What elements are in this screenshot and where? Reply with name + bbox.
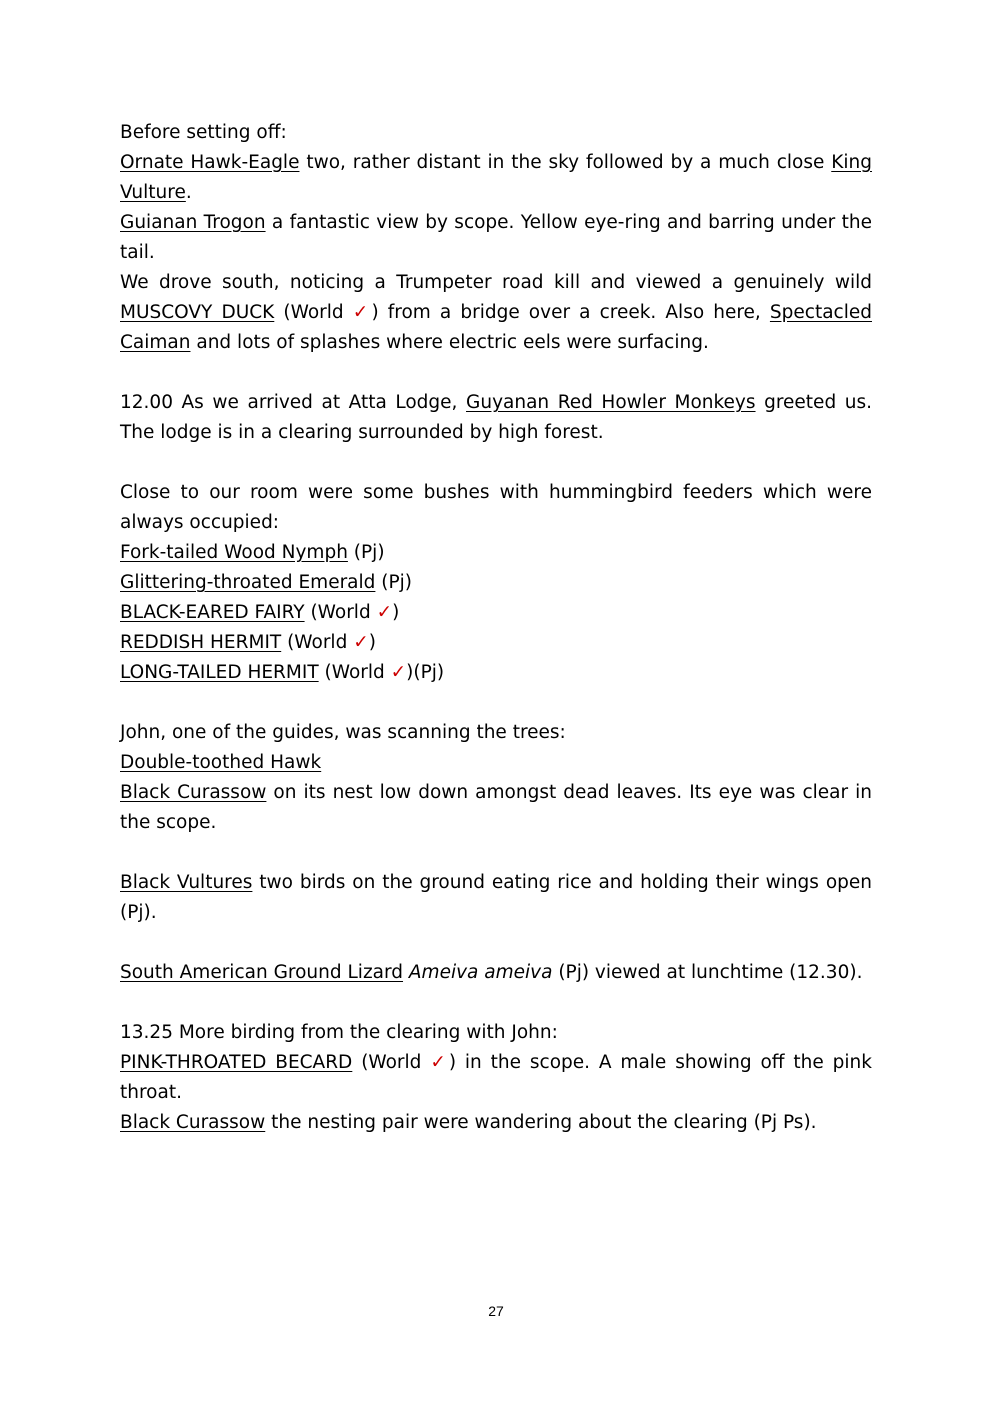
paragraph-before-setting-off (120, 118, 872, 358)
sighting-long-tailed-hermit (120, 658, 872, 688)
sighting-note: We drove south, noticing a Trumpeter road kill and viewed a genuinely wild (120, 272, 872, 293)
paragraph-intro: Close to our room were some bushes with hummingbird feeders which were always occupied: (120, 482, 872, 533)
species-name: Black Curassow (120, 782, 267, 803)
page-number: 27 (488, 1303, 504, 1319)
world-tag-close: ) (448, 1052, 457, 1073)
sighting-guianan-trogon (120, 208, 872, 268)
world-tag: (World (281, 632, 354, 653)
paragraph-john-scanning (120, 718, 872, 838)
species-name: LONG-TAILED HERMIT (120, 662, 319, 683)
species-name: King Vulture (120, 152, 872, 203)
sighting-note: 12.00 As we arrived at Atta Lodge, (120, 392, 467, 413)
punctuation: . (185, 182, 192, 203)
world-tag: (World (318, 662, 391, 683)
sighting-glittering-throated-emerald (120, 568, 872, 598)
sighting-note: from a bridge over a creek. Also here, (378, 302, 770, 323)
paragraph-afternoon-birding (120, 1018, 872, 1138)
paragraph-black-vultures (120, 868, 872, 928)
species-name: REDDISH HERMIT (120, 632, 282, 653)
species-name: PINK-THROATED BECARD (120, 1052, 353, 1073)
sighting-pink-throated-becard (120, 1048, 872, 1108)
sighting-note: in the scope. A male showing off the pink throat. (120, 1052, 872, 1103)
sighting-note: the nesting pair were wandering about the clearing (Pj Ps). (265, 1112, 817, 1133)
sighting-note: two, rather distant in the sky followed by a much close (299, 152, 832, 173)
sighting-reddish-hermit (120, 628, 872, 658)
observer-tag: (Pj) (347, 542, 385, 563)
sighting-fork-tailed-wood-nymph (120, 538, 872, 568)
world-tag: (World (304, 602, 377, 623)
sighting-ground-lizard (120, 958, 872, 988)
species-name: South American Ground Lizard (120, 962, 404, 983)
document-body (120, 118, 872, 1168)
paragraph-intro: 13.25 More birding from the clearing with John: (120, 1022, 558, 1043)
species-name: Guianan Trogon (120, 212, 266, 233)
species-name: Spectacled Caiman (120, 302, 872, 353)
sighting-note: (Pj) viewed at lunchtime (12.30). (552, 962, 863, 983)
species-name: Ornate Hawk-Eagle (120, 152, 300, 173)
sighting-muscovy-duck (120, 268, 872, 358)
species-name: MUSCOVY DUCK (120, 302, 275, 323)
sighting-note: on its nest low down amongst dead leaves. Its eye was clear in the scope. (120, 782, 872, 833)
check-icon: ✓ (376, 602, 393, 623)
sighting-black-vultures (120, 868, 872, 928)
paragraph-intro: John, one of the guides, was scanning the trees: (120, 722, 566, 743)
section-heading: Before setting off: (120, 122, 287, 143)
check-icon: ✓ (352, 302, 372, 323)
species-name: Black Vultures (120, 872, 253, 893)
sighting-note: greeted us. The lodge is in a clearing surrounded by high forest. (120, 392, 872, 443)
world-tag-close: ) (392, 602, 400, 623)
sighting-black-curassow-nest (120, 778, 872, 838)
world-tag: (World (274, 302, 353, 323)
world-tag-close: )(Pj) (406, 662, 445, 683)
paragraph-ground-lizard (120, 958, 872, 988)
sighting-note: a fantastic view by scope. Yellow eye-ring and barring under the tail. (120, 212, 872, 263)
paragraph-atta-lodge (120, 388, 872, 448)
sighting-black-curassow-pair (120, 1108, 872, 1138)
check-icon: ✓ (390, 662, 407, 683)
world-tag: (World (352, 1052, 431, 1073)
species-name: Guyanan Red Howler Monkeys (466, 392, 756, 413)
sighting-ornate-hawk-eagle (120, 148, 872, 208)
check-icon: ✓ (430, 1052, 449, 1073)
species-name: Glittering-throated Emerald (120, 572, 376, 593)
sighting-black-eared-fairy (120, 598, 872, 628)
species-name: Black Curassow (120, 1112, 266, 1133)
world-tag-close: ) (368, 632, 376, 653)
species-name: Fork-tailed Wood Nymph (120, 542, 348, 563)
check-icon: ✓ (353, 632, 369, 653)
scientific-name: Ameiva ameiva (408, 962, 553, 983)
sighting-double-toothed-hawk (120, 748, 872, 778)
sighting-note: and lots of splashes where electric eels were surfacing. (190, 332, 709, 353)
world-tag-close: ) (371, 302, 379, 323)
species-name: BLACK-EARED FAIRY (120, 602, 305, 623)
paragraph-hummingbird-feeders (120, 478, 872, 688)
sighting-howler-monkeys (120, 388, 872, 448)
sighting-note: two birds on the ground eating rice and holding their wings open (Pj). (120, 872, 872, 923)
observer-tag: (Pj) (375, 572, 413, 593)
species-name: Double-toothed Hawk (120, 752, 322, 773)
